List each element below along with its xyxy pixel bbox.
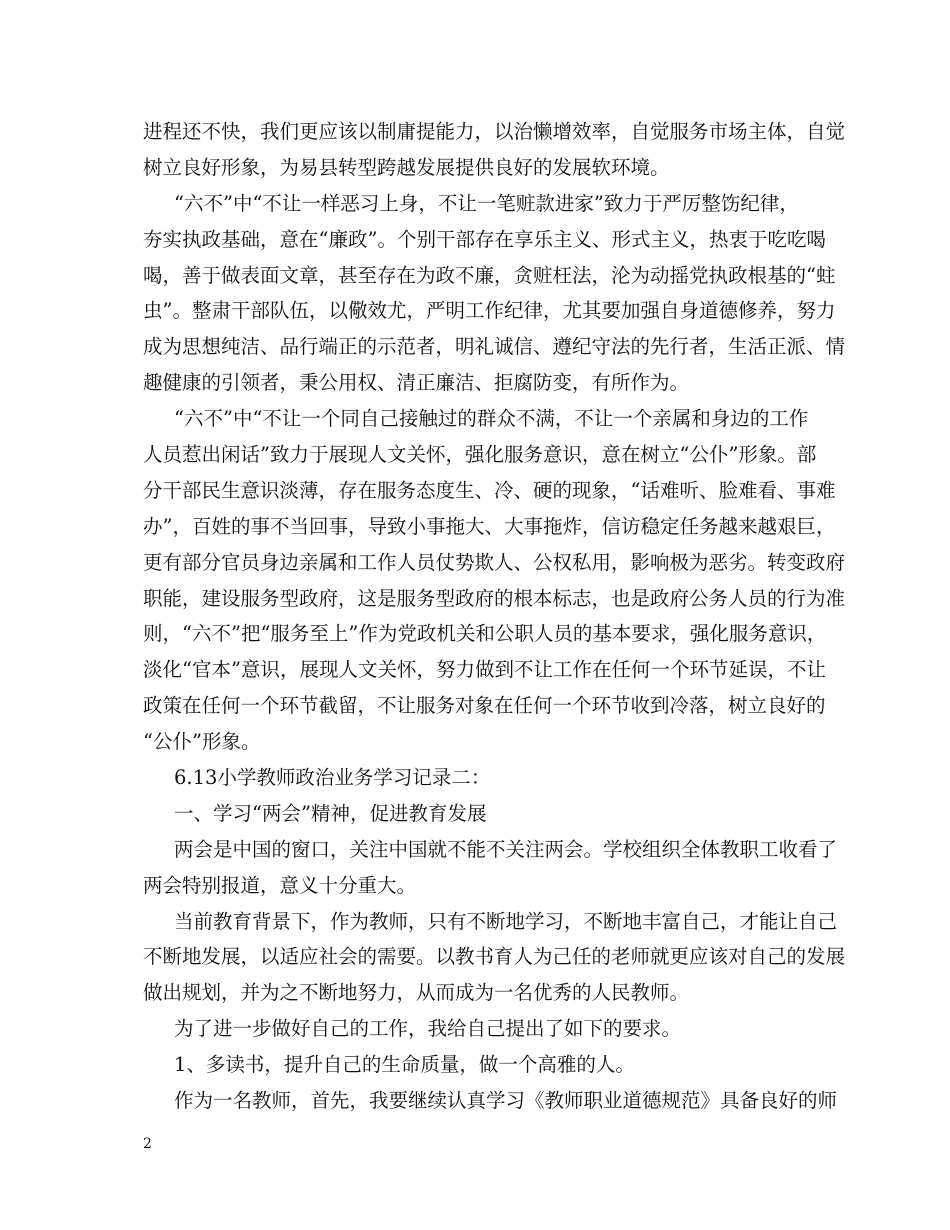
text-line: 政策在任何一个环节截留，不让服务对象在任何一个环节收到冷落，树立良好的 — [143, 694, 826, 718]
text-line: 做出规划，并为之不断地努力，从而成为一名优秀的人民教师。 — [143, 981, 690, 1005]
text-line: 则，“六不”把“服务至上”作为党政机关和公职人员的基本要求，强化服务意识， — [143, 622, 827, 646]
text-line: 喝，善于做表面文章，甚至存在为政不廉，贪赃枉法，沦为动摇党执政根基的“蛀 — [143, 263, 836, 287]
text-line: 不断地发展，以适应社会的需要。以教书育人为己任的老师就更应该对自己的发展 — [143, 945, 846, 969]
text-line: 办”，百姓的事不当回事，导致小事拖大、大事拖炸，信访稳定任务越来越艰巨， — [143, 514, 836, 538]
text-line: 1、多读书，提升自己的生命质量，做一个高雅的人。 — [174, 1053, 635, 1077]
text-line: 虫”。整肃干部队伍，以儆效尤，严明工作纪律，尤其要加强自身道德修养，努力 — [143, 299, 836, 323]
text-line: 成为思想纯洁、品行端正的示范者，明礼诚信、遵纪守法的先行者，生活正派、情 — [143, 335, 846, 359]
text-line: 人员惹出闲话”致力于展现人文关怀，强化服务意识，意在树立“公仆”形象。部 — [143, 443, 817, 467]
text-line: 进程还不快，我们更应该以制庸提能力，以治懒增效率，自觉服务市场主体，自觉 — [143, 120, 846, 143]
text-line: “公仆”形象。 — [143, 730, 261, 754]
text-line: “六不”中“不让一个同自己接触过的群众不满，不让一个亲属和身边的工作 — [174, 407, 809, 431]
text-line: 夯实执政基础，意在“廉政”。个别干部存在享乐主义、形式主义，热衷于吃吃喝 — [143, 227, 826, 251]
text-line: 趣健康的引领者，秉公用权、清正廉洁、拒腐防变，有所作为。 — [143, 371, 690, 395]
text-line: 职能，建设服务型政府，这是服务型政府的根本标志，也是政府公务人员的行为准 — [143, 586, 846, 610]
text-line: 树立良好形象，为易县转型跨越发展提供良好的发展软环境。 — [143, 155, 670, 179]
text-line: 作为一名教师，首先，我要继续认真学习《教师职业道德规范》具备良好的师 — [174, 1089, 838, 1113]
text-line: 分干部民生意识淡薄，存在服务态度生、冷、硬的现象，“话难听、脸难看、事难 — [143, 478, 836, 502]
text-line: 更有部分官员身边亲属和工作人员仗势欺人、公权私用，影响极为恶劣。转变政府 — [143, 550, 846, 574]
text-line: 两会是中国的窗口，关注中国就不能不关注两会。学校组织全体教职工收看了 — [174, 837, 838, 861]
text-line: 淡化“官本”意识，展现人文关怀，努力做到不让工作在任何一个环节延误，不让 — [143, 658, 826, 682]
document-body — [143, 114, 846, 1119]
page-number: 2 — [143, 1136, 152, 1152]
text-line: 两会特别报道，意义十分重大。 — [143, 873, 417, 897]
text-line: 为了进一步做好自己的工作，我给自己提出了如下的要求。 — [174, 1017, 682, 1041]
text-line: “六不”中“不让一样恶习上身，不让一笔赃款进家”致力于严厉整饬纪律， — [174, 191, 799, 215]
text-line: 当前教育背景下，作为教师，只有不断地学习，不断地丰富自己，才能让自己 — [174, 909, 838, 933]
text-line: 6.13小学教师政治业务学习记录二： — [174, 766, 491, 790]
text-line: 一、学习“两会”精神，促进教育发展 — [174, 801, 487, 825]
